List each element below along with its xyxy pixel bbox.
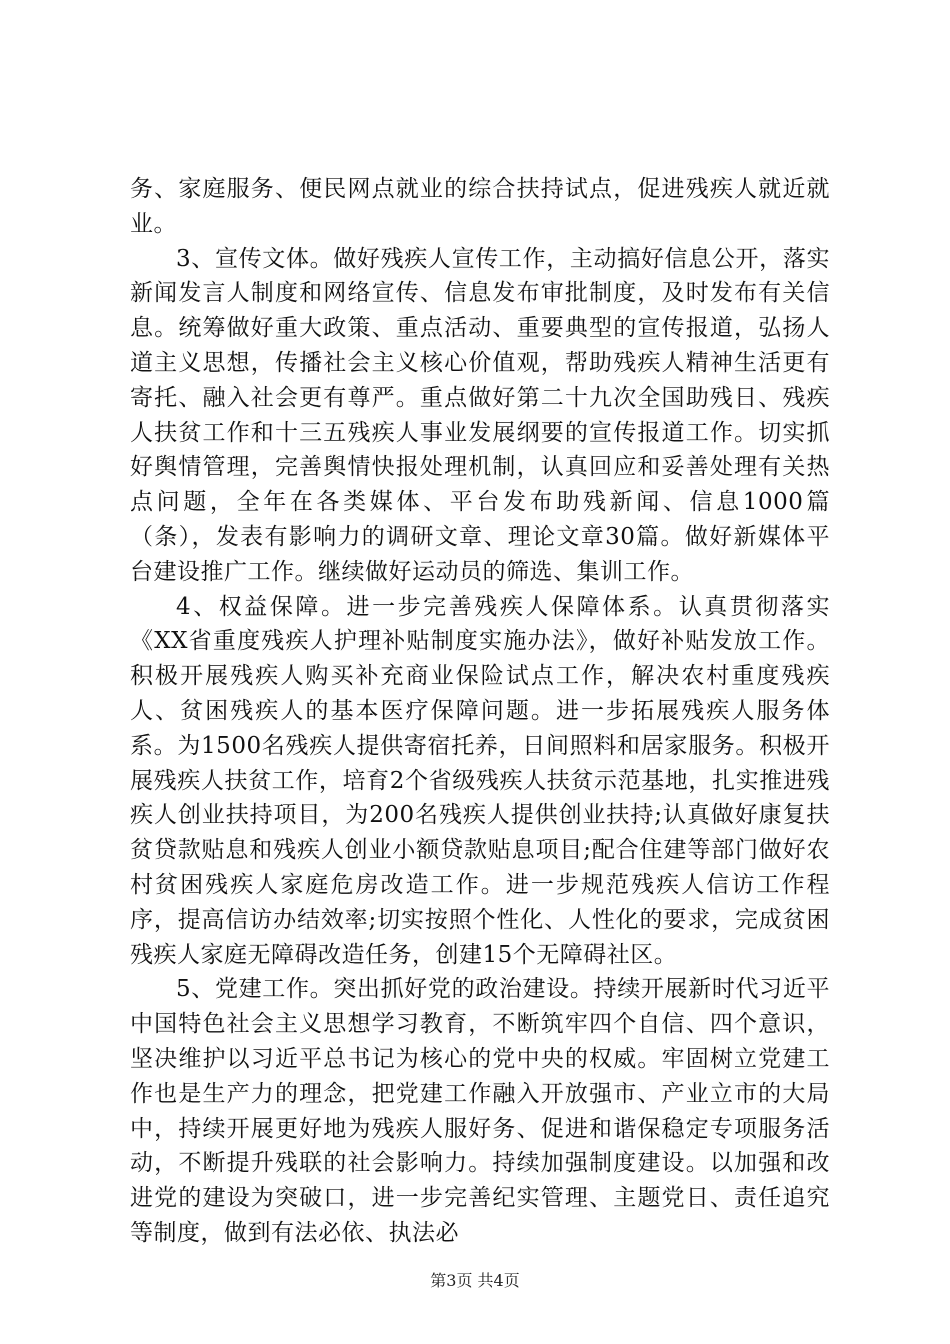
paragraph-rights-protection: 4、权益保障。进一步完善残疾人保障体系。认真贯彻落实《XX省重度残疾人护理补贴制度实施办法》，做好补贴发放工作。积极开展残疾人购买补充商业保险试点工作，解决农村重度残疾人、贫困残疾人的基本医疗保障问题。进一步拓展残疾人服务体系。为1500名残疾人提供寄宿托养，日间照料和居家服务。积极开展残疾人扶贫工作，培育2个省级残疾人扶贫示范基地，扎实推进残疾人创业扶持项目，为200名残疾人提供创业扶持;认真做好康复扶贫贷款贴息和残疾人创业小额贷款贴息项目;配合住建等部门做好农村贫困残疾人家庭危房改造工作。进一步规范残疾人信访工作程序，提高信访办结效率;切实按照个性化、人性化的要求，完成贫困残疾人家庭无障碍改造任务，创建15个无障碍社区。 bbox=[130, 593, 830, 968]
paragraph-continuation: 务、家庭服务、便民网点就业的综合扶持试点，促进残疾人就近就业。 bbox=[130, 176, 830, 237]
page-number-footer: 第3页 共4页 bbox=[430, 1271, 520, 1290]
paragraph-publicity-culture: 3、宣传文体。做好残疾人宣传工作，主动搞好信息公开，落实新闻发言人制度和网络宣传、信息发布审批制度，及时发布有关信息。统筹做好重大政策、重点活动、重要典型的宣传报道，弘扬人道主义思想，传播社会主义核心价值观，帮助残疾人精神生活更有寄托、融入社会更有尊严。重点做好第二十九次全国助残日、残疾人扶贫工作和十三五残疾人事业发展纲要的宣传报道工作。切实抓好舆情管理，完善舆情快报处理机制，认真回应和妥善处理有关热点问题，全年在各类媒体、平台发布助残新闻、信息1000篇（条），发表有影响力的调研文章、理论文章30篇。做好新媒体平台建设推广工作。继续做好运动员的筛选、集训工作。 bbox=[130, 245, 830, 585]
paragraph-party-building: 5、党建工作。突出抓好党的政治建设。持续开展新时代习近平中国特色社会主义思想学习教育，不断筑牢四个自信、四个意识，坚决维护以习近平总书记为核心的党中央的权威。牢固树立党建工作也是生产力的理念，把党建工作融入开放强市、产业立市的大局中，持续开展更好地为残疾人服好务、促进和谐保稳定专项服务活动，不断提升残联的社会影响力。持续加强制度建设。以加强和改进党的建设为突破口，进一步完善纪实管理、主题党日、责任追究等制度，做到有法必依、执法必 bbox=[130, 976, 830, 1246]
document-body bbox=[130, 172, 830, 1251]
